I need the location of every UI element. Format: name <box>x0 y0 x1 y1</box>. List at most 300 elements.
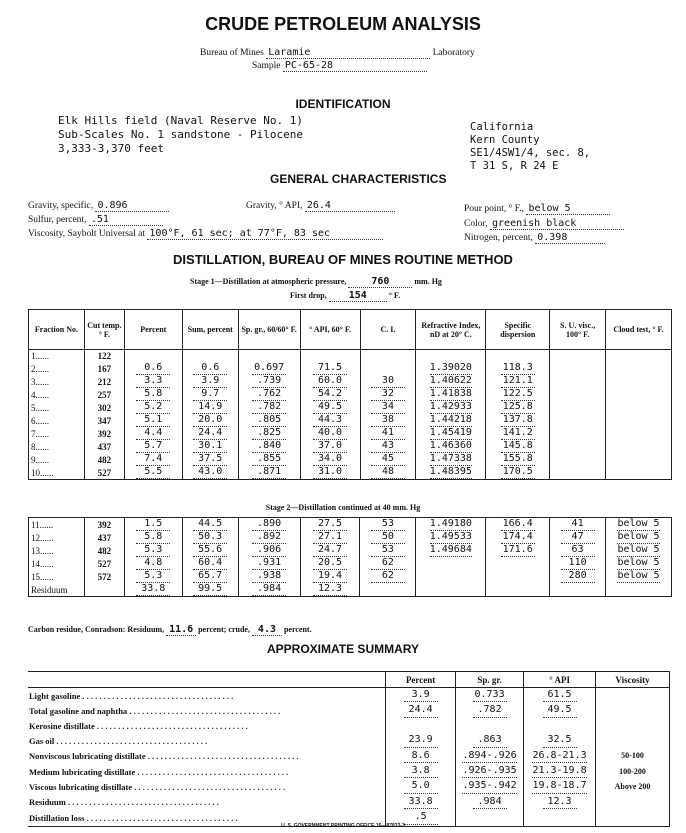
cut-temp: 482 <box>84 544 124 557</box>
column-header: Percent <box>124 310 182 350</box>
viscosity-value: 100°F, 61 sec; at 77°F, 83 sec <box>147 228 383 240</box>
location-state: California <box>470 121 534 133</box>
first-drop-value: 154 <box>329 290 387 302</box>
cell-visc <box>550 362 606 375</box>
bureau-label: Bureau of Mines <box>200 48 264 58</box>
cell-sum <box>182 570 238 583</box>
cell-pct <box>124 466 182 480</box>
cell-sd <box>486 544 550 557</box>
stage1-header-row <box>29 310 672 350</box>
value-sum: 50.3 <box>193 531 227 544</box>
cell-api <box>300 427 360 440</box>
summary-pct <box>386 795 456 810</box>
value-cloud: below 5 <box>617 531 660 542</box>
cell-ri <box>416 375 486 388</box>
viscosity-row <box>28 228 383 240</box>
summary-pct <box>386 733 456 748</box>
cut-temp: 212 <box>84 375 124 388</box>
summary-label: Residuum . . . . . . . . . . . . . . . . . . . . . . . . . . . . . . . . . . . . <box>28 795 386 810</box>
summary-viscosity <box>596 733 670 748</box>
summary-label-text: Gas oil <box>29 735 55 746</box>
fraction-number: 7...... <box>29 427 85 440</box>
fraction-number-value: 15 <box>31 571 40 582</box>
pour-point-value: below 5 <box>526 203 610 215</box>
fraction-number-value: 4 <box>31 389 36 400</box>
table-row <box>29 583 672 597</box>
cell-cloud <box>606 518 672 532</box>
cell-ci <box>360 375 416 388</box>
sample-label: Sample <box>252 61 281 71</box>
summary-column-header: Viscosity <box>596 672 670 688</box>
gravity-specific-label: Gravity, specific, <box>28 201 94 211</box>
first-drop-line <box>290 290 400 302</box>
summary-spgr <box>456 779 524 794</box>
summary-spgr <box>456 703 524 718</box>
depth-line: 3,333-3,370 feet <box>58 142 164 155</box>
value-ri: 1.49180 <box>429 518 472 529</box>
cell-visc <box>550 544 606 557</box>
sample-line <box>252 60 427 72</box>
value-sd: 155.8 <box>502 453 533 464</box>
summary-row <box>28 795 670 810</box>
cell-sd <box>486 375 550 388</box>
summary-value-api: 19.8-18.7 <box>532 780 586 793</box>
cell-visc <box>550 570 606 583</box>
summary-viscosity <box>596 703 670 718</box>
fraction-number-value: 5 <box>31 402 36 413</box>
summary-label: Kerosine distillate . . . . . . . . . . . . . . . . . . . . . . . . . . . . . . . . . . . . <box>28 719 386 733</box>
summary-value-spgr: .935-.942 <box>462 780 516 793</box>
table-row <box>29 388 672 401</box>
cell-sum <box>182 531 238 544</box>
pour-point-label: Pour point, ° F., <box>464 204 525 214</box>
value-ri: 1.44218 <box>429 414 472 425</box>
summary-viscosity: 50-100 <box>596 749 670 764</box>
cell-cloud <box>606 375 672 388</box>
fraction-number-value: 12 <box>31 532 40 543</box>
first-drop-unit: ° F. <box>388 291 401 300</box>
cell-ci <box>360 557 416 570</box>
summary-api <box>524 749 596 764</box>
cell-sd <box>486 362 550 375</box>
value-sum: 60.4 <box>193 557 227 570</box>
summary-viscosity <box>596 688 670 704</box>
value-sum: 43.0 <box>193 466 227 479</box>
location-section: SE1/4SW1/4, sec. 8, <box>470 147 591 159</box>
value-ri: 1.42933 <box>429 401 472 412</box>
summary-value-api: 12.3 <box>543 796 577 809</box>
cell-spgr <box>238 427 300 440</box>
page-title: CRUDE PETROLEUM ANALYSIS <box>205 14 481 34</box>
value-pct: 5.3 <box>136 544 170 557</box>
fraction-number: 5...... <box>29 401 85 414</box>
value-ci: 53 <box>371 518 405 531</box>
cell-ri <box>416 557 486 570</box>
summary-value-spgr: .984 <box>473 796 507 809</box>
summary-value-pct: 8.6 <box>404 750 438 763</box>
sulfur-value: .51 <box>89 214 163 226</box>
cell-visc <box>550 531 606 544</box>
summary-label-text: Distillation loss <box>29 812 85 823</box>
table-row <box>29 531 672 544</box>
fraction-number: 2...... <box>29 362 85 375</box>
cell-ri <box>416 453 486 466</box>
nitrogen-value: 0.398 <box>535 232 605 244</box>
value-api: 49.5 <box>313 401 347 414</box>
cell-api <box>300 414 360 427</box>
cell-cloud <box>606 427 672 440</box>
value-pct: 1.5 <box>136 518 170 531</box>
summary-value-pct: 3.9 <box>404 689 438 702</box>
cell-api <box>300 375 360 388</box>
value-ci: 38 <box>371 414 405 427</box>
value-sum: 3.9 <box>193 375 227 388</box>
cell-cloud <box>606 401 672 414</box>
fraction-number: 6...... <box>29 414 85 427</box>
summary-value-pct: 24.4 <box>404 704 438 717</box>
value-ci: 53 <box>371 544 405 557</box>
summary-api <box>524 795 596 810</box>
value-sd: 137.8 <box>502 414 533 425</box>
fraction-number: 4...... <box>29 388 85 401</box>
cut-temp: 392 <box>84 518 124 532</box>
summary-value-spgr: .894-.926 <box>462 750 516 763</box>
cell-cloud <box>606 466 672 480</box>
nitrogen-row <box>464 232 605 244</box>
column-header: Refractive Index, nD at 20° C. <box>416 310 486 350</box>
fraction-number: 3...... <box>29 375 85 388</box>
summary-row <box>28 749 670 764</box>
summary-value-pct: 3.8 <box>404 765 438 778</box>
fraction-number: 12...... <box>29 531 85 544</box>
stage1-unit: mm. Hg <box>414 277 442 286</box>
cell-ci <box>360 362 416 375</box>
cell-ci <box>360 414 416 427</box>
cell-ci <box>360 466 416 480</box>
value-spgr: 0.697 <box>254 362 285 373</box>
value-spgr: .871 <box>252 466 286 479</box>
table-row <box>29 375 672 388</box>
summary-value-api: 49.5 <box>543 704 577 717</box>
value-spgr: .762 <box>252 388 286 401</box>
summary-value-pct: 33.8 <box>404 796 438 809</box>
summary-api <box>524 733 596 748</box>
cut-temp <box>84 583 124 597</box>
value-ci: 32 <box>371 388 405 401</box>
summary-label-text: Total gasoline and naphtha <box>29 705 128 716</box>
carbon-crude-label: percent; crude, <box>198 625 250 634</box>
cut-temp: 302 <box>84 401 124 414</box>
value-spgr: .984 <box>252 583 286 596</box>
summary-spgr <box>456 733 524 748</box>
fraction-number-value: 9 <box>31 454 36 465</box>
table-row <box>29 544 672 557</box>
value-sum: 9.7 <box>193 388 227 401</box>
value-api: 27.5 <box>313 518 347 531</box>
fraction-number: 10...... <box>29 466 85 480</box>
summary-row <box>28 703 670 718</box>
sample-value: PC-65-28 <box>283 60 427 72</box>
first-drop-label: First drop, <box>290 291 327 300</box>
value-sd: 174.4 <box>502 531 533 542</box>
summary-label: Gas oil . . . . . . . . . . . . . . . . . . . . . . . . . . . . . . . . . . . . <box>28 733 386 748</box>
summary-pct <box>386 688 456 704</box>
value-sd: 166.4 <box>502 518 533 529</box>
cell-pct <box>124 401 182 414</box>
column-header: Sum, percent <box>182 310 238 350</box>
cell-sum <box>182 427 238 440</box>
fraction-number-value: 6 <box>31 415 36 426</box>
cell-ri <box>416 531 486 544</box>
value-cloud: below 5 <box>617 557 660 568</box>
cut-temp: 437 <box>84 531 124 544</box>
cell-visc <box>550 375 606 388</box>
location-township: T 31 S, R 24 E <box>470 160 559 172</box>
summary-spgr <box>456 688 524 704</box>
value-pct: 0.6 <box>136 362 170 375</box>
cell-pct <box>124 557 182 570</box>
value-sd: 118.3 <box>502 362 533 373</box>
cell-pct <box>124 427 182 440</box>
cell-ri <box>416 583 486 597</box>
summary-api <box>524 688 596 704</box>
cell-spgr <box>238 544 300 557</box>
cell-visc <box>550 557 606 570</box>
cell-sum <box>182 440 238 453</box>
cell-spgr <box>238 453 300 466</box>
cell-ci <box>360 427 416 440</box>
value-ci: 45 <box>371 453 405 466</box>
cell-spgr <box>238 440 300 453</box>
summary-heading: APPROXIMATE SUMMARY <box>266 642 419 656</box>
summary-label-text: Kerosine distillate <box>29 720 95 731</box>
value-sum: 14.9 <box>193 401 227 414</box>
cut-temp: 167 <box>84 362 124 375</box>
summary-value-pct: 23.9 <box>404 734 438 747</box>
cut-temp: 257 <box>84 388 124 401</box>
cell-sd <box>486 414 550 427</box>
value-spgr: .931 <box>252 557 286 570</box>
column-header: Specific dispersion <box>486 310 550 350</box>
table-row <box>29 440 672 453</box>
fraction-number: 8...... <box>29 440 85 453</box>
cell-pct <box>124 518 182 532</box>
summary-value-api: 61.5 <box>543 689 577 702</box>
cell-sd <box>486 388 550 401</box>
summary-value-spgr: .863 <box>473 734 507 747</box>
value-sd: 122.5 <box>502 388 533 399</box>
carbon-label: Carbon residue, Conradson: Residuum, <box>28 625 165 634</box>
summary-viscosity <box>596 795 670 810</box>
value-spgr: .855 <box>252 453 286 466</box>
value-pct: 3.3 <box>136 375 170 388</box>
cell-spgr <box>238 401 300 414</box>
fraction-number-value: 11 <box>31 519 40 530</box>
summary-column-header: Sp. gr. <box>456 672 524 688</box>
value-api: 34.0 <box>313 453 347 466</box>
cell-pct <box>124 583 182 597</box>
cell-visc <box>550 583 606 597</box>
cell-ri <box>416 466 486 480</box>
cell-spgr <box>238 518 300 532</box>
summary-value-spgr: 0.733 <box>473 689 507 702</box>
value-api: 37.0 <box>313 440 347 453</box>
value-visc: 63 <box>561 544 595 557</box>
cell-cloud <box>606 570 672 583</box>
cut-temp: 347 <box>84 414 124 427</box>
fraction-number-value: 14 <box>31 558 40 569</box>
cut-temp: 482 <box>84 453 124 466</box>
cell-ri <box>416 427 486 440</box>
cell-spgr <box>238 388 300 401</box>
summary-value-spgr: .926-.935 <box>462 765 516 778</box>
cell-spgr <box>238 414 300 427</box>
cell-api <box>300 531 360 544</box>
cell-api <box>300 544 360 557</box>
summary-label: Nonviscous lubricating distillate . . . . . . . . . . . . . . . . . . . . . . . . . . . . . . . . . . . . <box>28 749 386 764</box>
stage2-label: Stage 2—Distillation continued at 40 mm. Hg <box>265 503 421 512</box>
cell-sum <box>182 557 238 570</box>
value-api: 27.1 <box>313 531 347 544</box>
cell-ci <box>360 401 416 414</box>
value-sum: 24.4 <box>193 427 227 440</box>
column-header: Cut temp. ° F. <box>84 310 124 350</box>
printer-footer: U. S. GOVERNMENT PRINTING OFFICE 16—87833-3 <box>281 823 405 829</box>
cell-api <box>300 557 360 570</box>
cell-spgr <box>238 583 300 597</box>
summary-table <box>28 671 670 827</box>
cell-visc <box>550 427 606 440</box>
cell-pct <box>124 414 182 427</box>
value-spgr: .782 <box>252 401 286 414</box>
cell-pct <box>124 531 182 544</box>
cell-api <box>300 388 360 401</box>
cell-pct <box>124 362 182 375</box>
cell-sum <box>182 466 238 480</box>
fraction-number: 1...... <box>29 350 85 363</box>
fraction-number-value: 13 <box>31 545 40 556</box>
cell-sd <box>486 466 550 480</box>
cut-temp: 122 <box>84 350 124 363</box>
value-api: 31.0 <box>313 466 347 479</box>
value-api: 20.5 <box>313 557 347 570</box>
value-sum: 20.0 <box>193 414 227 427</box>
field-description <box>58 114 303 156</box>
value-sum: 30.1 <box>193 440 227 453</box>
cell-sd <box>486 350 550 363</box>
cell-sd <box>486 570 550 583</box>
value-ri: 1.48395 <box>429 466 472 477</box>
gravity-specific-row <box>28 200 169 212</box>
value-sd: 171.6 <box>502 544 533 555</box>
value-pct: 5.5 <box>136 466 170 479</box>
carbon-residuum-value: 11.6 <box>166 624 196 636</box>
summary-label: Distillation loss . . . . . . . . . . . . . . . . . . . . . . . . . . . . . . . . . . . . <box>28 810 386 826</box>
value-cloud: below 5 <box>617 570 660 581</box>
value-ci: 62 <box>371 570 405 583</box>
summary-pct <box>386 779 456 794</box>
cell-pct <box>124 350 182 363</box>
fraction-number-value: 7 <box>31 428 36 439</box>
value-ri: 1.49533 <box>429 531 472 542</box>
table-row <box>29 401 672 414</box>
value-ci: 30 <box>371 375 405 388</box>
summary-spgr <box>456 795 524 810</box>
value-sum: 55.6 <box>193 544 227 557</box>
fraction-number <box>29 583 85 597</box>
cell-pct <box>124 453 182 466</box>
summary-api <box>524 779 596 794</box>
bureau-line <box>200 47 475 59</box>
laboratory-label: Laboratory <box>432 48 475 58</box>
stage1-table <box>28 309 672 480</box>
cut-temp: 527 <box>84 466 124 480</box>
color-label: Color, <box>464 219 488 229</box>
cell-cloud <box>606 531 672 544</box>
cell-cloud <box>606 440 672 453</box>
bureau-value: Laramie <box>266 47 430 59</box>
cell-pct <box>124 388 182 401</box>
table-row <box>29 557 672 570</box>
cell-spgr <box>238 350 300 363</box>
cell-ri <box>416 570 486 583</box>
cell-sum <box>182 388 238 401</box>
value-visc: 41 <box>561 518 595 531</box>
fraction-number: 14...... <box>29 557 85 570</box>
summary-label: Total gasoline and naphtha . . . . . . . . . . . . . . . . . . . . . . . . . . . . . . . . . . . . <box>28 703 386 718</box>
value-ri: 1.47338 <box>429 453 472 464</box>
cell-pct <box>124 570 182 583</box>
cell-sd <box>486 557 550 570</box>
sulfur-label: Sulfur, percent, <box>28 215 87 225</box>
cell-spgr <box>238 570 300 583</box>
summary-label-text: Medium lubricating distillate <box>29 766 136 777</box>
cell-ri <box>416 401 486 414</box>
summary-value-pct: .5 <box>404 811 438 824</box>
value-ci: 62 <box>371 557 405 570</box>
cell-sum <box>182 414 238 427</box>
gravity-api-row <box>246 200 395 212</box>
value-visc: 47 <box>561 531 595 544</box>
value-pct: 7.4 <box>136 453 170 466</box>
summary-api <box>524 703 596 718</box>
value-ri: 1.45419 <box>429 427 472 438</box>
value-sd: 170.5 <box>502 466 533 477</box>
cell-cloud <box>606 414 672 427</box>
value-pct: 5.7 <box>136 440 170 453</box>
summary-viscosity: 100-200 <box>596 764 670 779</box>
column-header: Sp. gr., 60/60° F. <box>238 310 300 350</box>
gravity-api-value: 26.4 <box>305 200 395 212</box>
value-pct: 5.3 <box>136 570 170 583</box>
cell-pct <box>124 375 182 388</box>
summary-column-header <box>28 672 386 688</box>
fraction-number: 11...... <box>29 518 85 532</box>
fraction-number-value: Residuum <box>31 584 68 595</box>
summary-label-text: Nonviscous lubricating distillate <box>29 751 146 762</box>
summary-spgr <box>456 749 524 764</box>
cut-temp: 527 <box>84 557 124 570</box>
summary-value-api: 32.5 <box>543 734 577 747</box>
summary-value-api: 21.3-19.8 <box>532 765 586 778</box>
cut-temp: 392 <box>84 427 124 440</box>
stage1-pressure: 760 <box>348 276 412 288</box>
summary-pct <box>386 764 456 779</box>
value-sd: 121.1 <box>502 375 533 386</box>
cell-ci <box>360 518 416 532</box>
cell-ri <box>416 544 486 557</box>
cell-api <box>300 466 360 480</box>
